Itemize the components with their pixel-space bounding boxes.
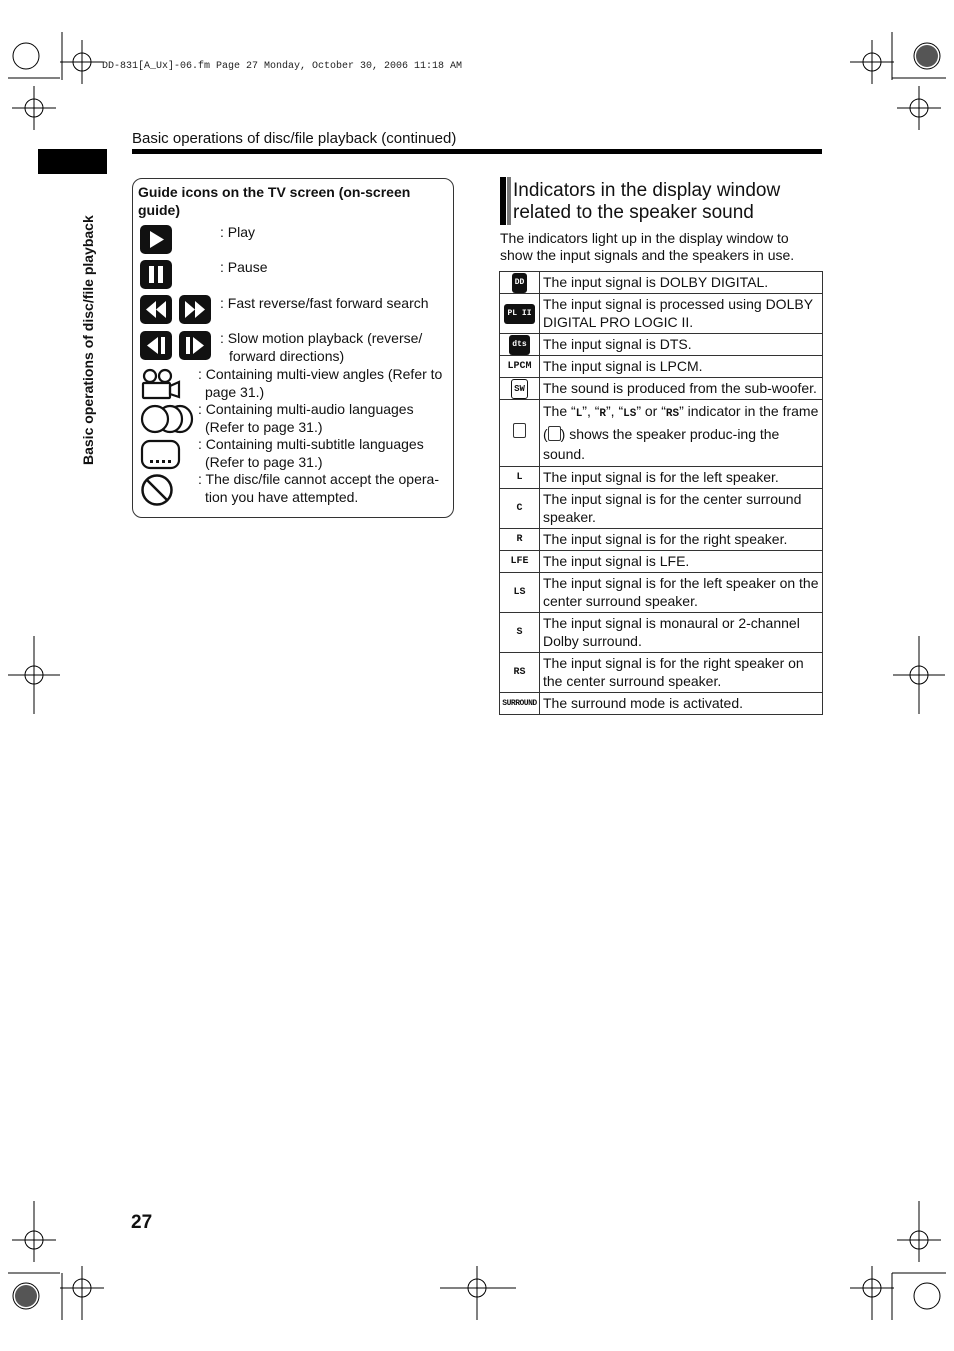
- surround-s-icon: S: [500, 613, 540, 653]
- table-row: [500, 551, 823, 573]
- table-cell: The input signal is DOLBY DIGITAL.: [540, 272, 823, 294]
- play-icon: [140, 225, 172, 254]
- table-cell: The surround mode is activated.: [540, 693, 823, 715]
- table-row: [500, 378, 823, 400]
- table-row: [500, 613, 823, 653]
- lpcm-icon: LPCM: [500, 356, 540, 378]
- chapter-tab: [38, 149, 107, 174]
- guide-item: : Containing multi-audio languages (Refer to page 31.): [198, 401, 414, 435]
- guide-item: : Containing multi-subtitle languages (Refer to page 31.): [198, 436, 424, 470]
- speaker-frame-icon: [500, 400, 540, 467]
- section-bar-accent: [507, 177, 511, 225]
- subwoofer-icon: SW: [500, 378, 540, 400]
- table-row: [500, 334, 823, 356]
- table-cell: The sound is produced from the sub-woofer.: [540, 378, 823, 400]
- section-bar: [500, 177, 506, 225]
- table-row: [500, 573, 823, 613]
- frame-icon: [548, 426, 561, 441]
- left-surround-icon: LS: [500, 573, 540, 613]
- section-title: Indicators in the display window related to the speaker sound: [513, 180, 781, 223]
- lfe-icon: LFE: [500, 551, 540, 573]
- table-row: [500, 489, 823, 529]
- table-row: [500, 467, 823, 489]
- table-row: [500, 653, 823, 693]
- center-speaker-icon: C: [500, 489, 540, 529]
- guide-item: : Pause: [220, 259, 268, 275]
- table-cell: The input signal is monaural or 2-channel Dolby surround.: [540, 613, 823, 653]
- file-info: DD-831[A_Ux]-06.fm Page 27 Monday, October 30, 2006 11:18 AM: [102, 61, 463, 72]
- right-surround-icon: RS: [500, 653, 540, 693]
- prohibited-icon: [140, 473, 176, 507]
- guide-title: Guide icons on the TV screen (on-screen guide): [138, 184, 411, 218]
- guide-item: : Play: [220, 224, 256, 240]
- guide-item: : Containing multi-view angles (Refer to page 31.): [198, 366, 443, 400]
- pause-icon: [140, 260, 172, 289]
- surround-mode-icon: SURROUND: [500, 693, 540, 715]
- table-cell: The input signal is processed using DOLBY DIGITAL PRO LOGIC II.: [540, 294, 823, 334]
- page-number: 27: [131, 1212, 153, 1233]
- running-header: Basic operations of disc/file playback (continued): [132, 130, 457, 147]
- subtitle-icon: [140, 438, 182, 470]
- camera-icon: [140, 368, 182, 400]
- table-cell: The input signal is for the center surround speaker.: [540, 489, 823, 529]
- guide-item: : Slow motion playback (reverse/ forward directions): [220, 330, 423, 364]
- table-cell: The input signal is for the right speaker on the center surround speaker.: [540, 653, 823, 693]
- table-cell: The input signal is LFE.: [540, 551, 823, 573]
- indicator-table: [499, 271, 823, 715]
- side-label: Basic operations of disc/file playback: [80, 215, 96, 465]
- pro-logic-ii-icon: PL II: [500, 294, 540, 334]
- table-row: [500, 272, 823, 294]
- guide-item: : The disc/file cannot accept the opera- tion you have attempted.: [198, 471, 439, 505]
- table-cell: The “L”, “R”, “LS” or “RS” indicator in the frame ( ) shows the speaker produc-ing the sound.: [540, 400, 823, 467]
- section-intro: The indicators light up in the display window to show the input signals and the speakers in use.: [500, 230, 795, 263]
- header-rule: [132, 149, 822, 154]
- guide-item: : Fast reverse/fast forward search: [220, 295, 429, 311]
- table-row: [500, 356, 823, 378]
- dolby-digital-icon: DD: [500, 272, 540, 294]
- dts-icon: dts: [500, 334, 540, 356]
- table-row: [500, 400, 823, 467]
- table-row: [500, 693, 823, 715]
- table-cell: The input signal is for the right speaker.: [540, 529, 823, 551]
- table-cell: The input signal is LPCM.: [540, 356, 823, 378]
- table-cell: The input signal is DTS.: [540, 334, 823, 356]
- audio-languages-icon: [140, 403, 196, 435]
- table-cell: The input signal is for the left speaker on the center surround speaker.: [540, 573, 823, 613]
- table-cell: The input signal is for the left speaker.: [540, 467, 823, 489]
- right-speaker-icon: R: [500, 529, 540, 551]
- table-row: [500, 294, 823, 334]
- left-speaker-icon: L: [500, 467, 540, 489]
- table-row: [500, 529, 823, 551]
